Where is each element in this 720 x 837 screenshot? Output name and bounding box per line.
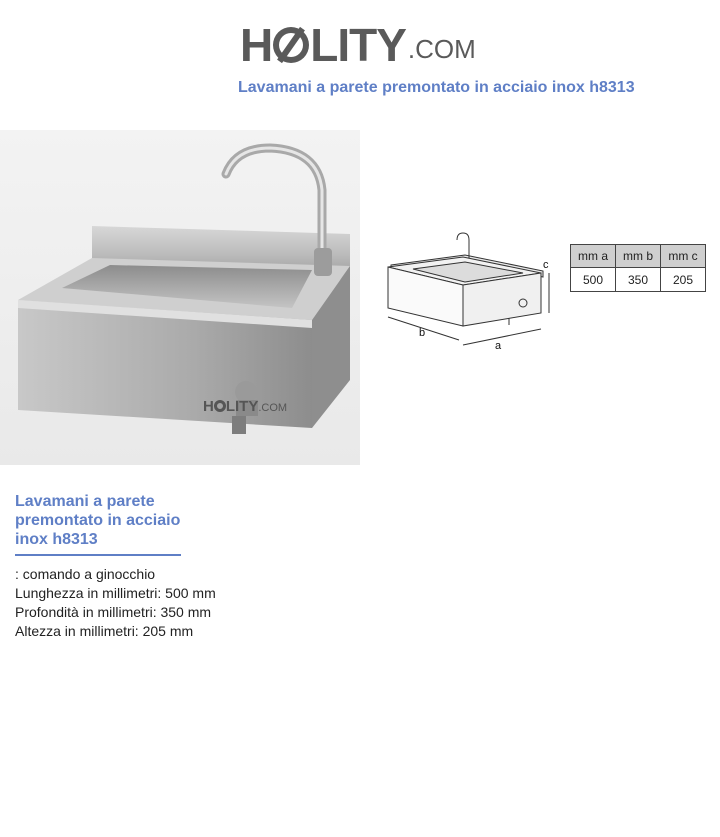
table-cell-c: 205 (661, 268, 706, 292)
holity-logo[interactable] (240, 18, 485, 71)
table-header-b: mm b (616, 245, 661, 268)
spec-line: : comando a ginocchio (15, 566, 156, 582)
logo-o-icon (273, 27, 309, 63)
product-specs (15, 565, 216, 641)
product-photo (0, 130, 360, 465)
logo-wordmark: H LITY (240, 19, 406, 71)
dimension-diagram (383, 225, 553, 360)
table-row (571, 268, 706, 292)
sink-photo-illustration (0, 130, 360, 465)
table-header-row (571, 245, 706, 268)
diagram-label-b: b (419, 327, 426, 339)
spec-line: Profondità in millimetri: 350 mm (15, 604, 212, 620)
spec-line: Lunghezza in millimetri: 500 mm (15, 585, 216, 601)
table-header-a: mm a (571, 245, 616, 268)
spec-line: Altezza in millimetri: 205 mm (15, 623, 194, 639)
table-header-c: mm c (661, 245, 706, 268)
diagram-label-c: c (543, 259, 549, 271)
dimensions-table (570, 244, 706, 292)
photo-watermark: H LITY.COM (203, 398, 288, 415)
sink-line-drawing (383, 225, 553, 360)
table-cell-a: 500 (571, 268, 616, 292)
table-cell-b: 350 (616, 268, 661, 292)
product-title: Lavamani a parete premontato in acciaio inox h8313 (15, 493, 181, 548)
diagram-label-a: a (495, 340, 502, 352)
page-title: Lavamani a parete premontato in acciaio inox h8313 (238, 79, 635, 96)
title-underline (15, 554, 181, 556)
logo-com: .COM (407, 34, 476, 64)
